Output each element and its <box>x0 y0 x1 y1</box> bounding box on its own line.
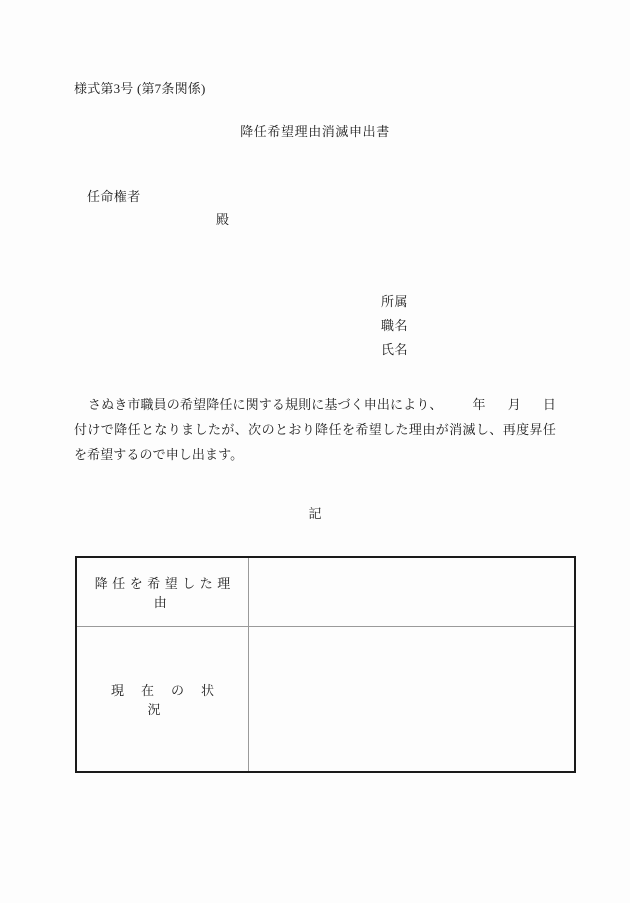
body-year-unit: 年 <box>472 397 486 412</box>
addressee-honorific: 殿 <box>216 212 230 227</box>
body-segment-1: さぬき市職員の希望降任に関する規則に基づく申出により、 <box>88 397 443 412</box>
row-label-text: 現在の状況 <box>110 683 231 717</box>
applicant-field-job-title: 職名 <box>381 318 409 333</box>
entry-table <box>75 556 576 773</box>
body-segment-2: 降任となりましたが、次のとおり降任を希望した理由が消滅し、再度昇任を希望するので申し出ます。 <box>74 422 556 462</box>
body-day-unit: 日付けで <box>74 397 557 437</box>
row-label-demotion-reason <box>76 557 249 627</box>
body-month-unit: 月 <box>507 397 521 412</box>
row-value-current-status[interactable] <box>249 627 576 773</box>
applicant-info-block <box>381 290 408 362</box>
ki-marker: 記 <box>308 506 322 521</box>
form-number: 様式第3号 (第7条関係) <box>74 81 206 96</box>
body-paragraph <box>74 392 556 467</box>
applicant-field-affiliation: 所属 <box>381 294 409 309</box>
document-title: 降任希望理由消滅申出書 <box>240 124 390 139</box>
row-label-current-status <box>76 627 249 773</box>
row-value-demotion-reason[interactable] <box>249 557 576 627</box>
row-label-text: 降任を希望した理由 <box>94 576 235 610</box>
addressee-authority-label: 任命権者 <box>87 189 141 204</box>
applicant-field-name: 氏名 <box>381 342 409 357</box>
table-row <box>76 557 575 627</box>
table-row <box>76 627 575 773</box>
